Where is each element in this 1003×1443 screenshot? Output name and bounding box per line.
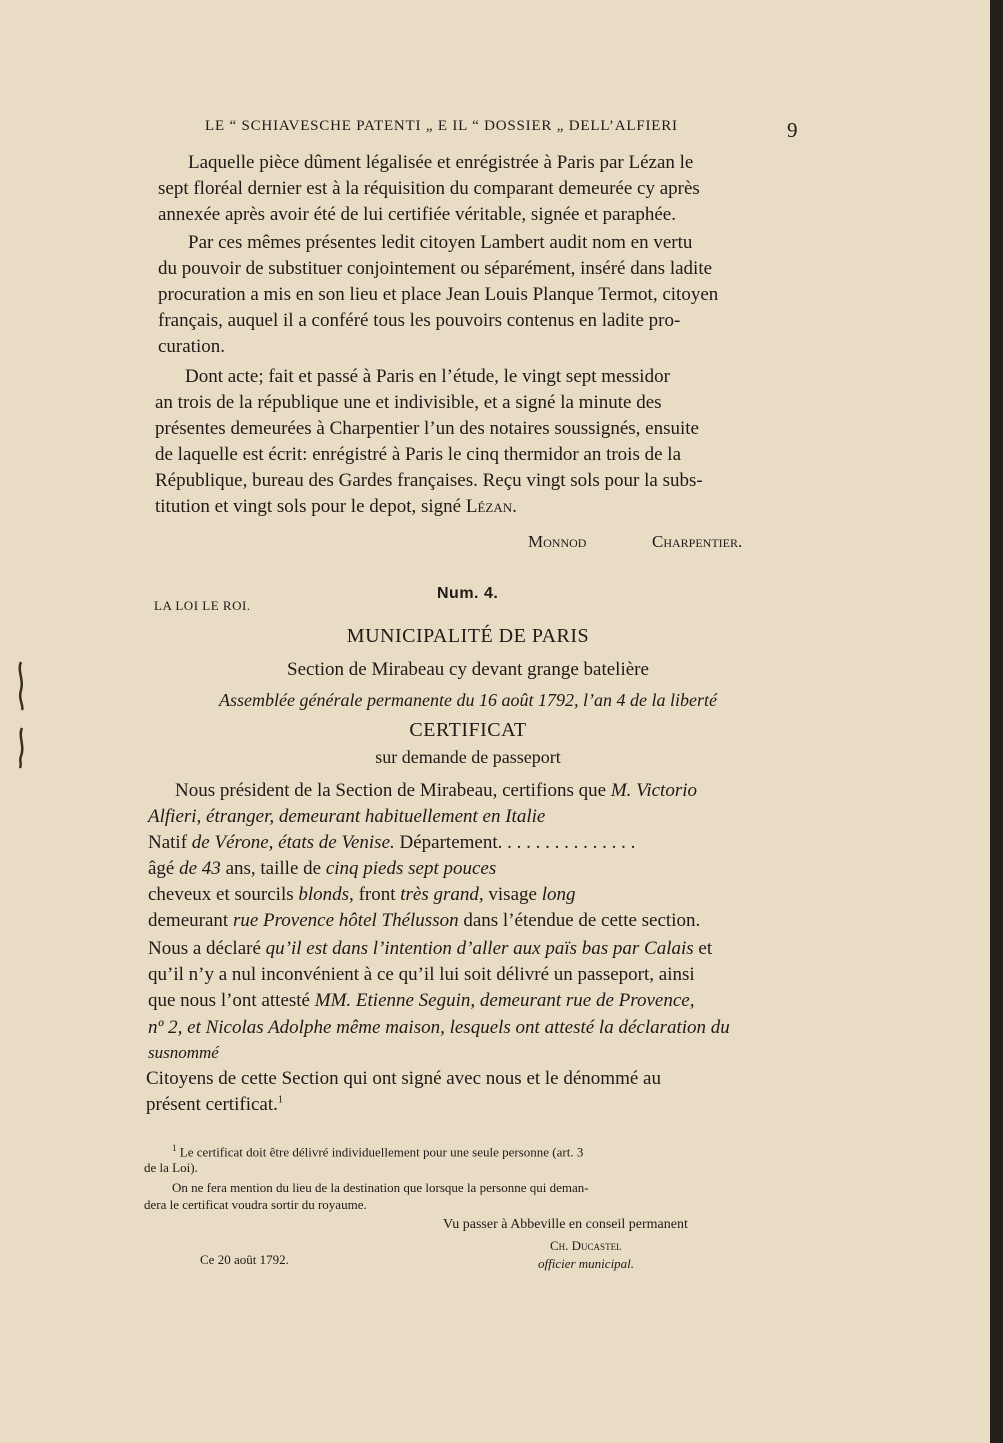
text-fragment: présent certificat. xyxy=(146,1094,278,1115)
cert-line xyxy=(148,884,575,906)
text-line: présentes demeurées à Charpentier l’un des notaires soussignés, ensuite xyxy=(155,418,699,439)
signed-name: Lézan. xyxy=(465,496,517,517)
handwritten-fragment: M. Victorio xyxy=(610,780,697,801)
text-line: procuration a mis en son lieu et place Jean Louis Planque Termot, citoyen xyxy=(158,284,719,305)
text-line: du pouvoir de substituer conjointement ou séparément, inséré dans ladite xyxy=(158,258,713,279)
document-number: Num. 4. xyxy=(437,585,499,602)
text-fragment: Nous a déclaré xyxy=(148,938,261,959)
text-fragment: ans, taille de xyxy=(225,858,322,879)
text-fragment: visage xyxy=(488,884,537,905)
municipality-title: MUNICIPALITÉ DE PARIS xyxy=(346,625,590,647)
text-fragment: titution et vingt sols pour le depot, signé xyxy=(155,496,462,517)
motto: LA LOI LE ROI. xyxy=(154,598,251,613)
text-line: annexée après avoir été de lui certifiée véritable, signée et paraphée. xyxy=(158,204,676,225)
handwritten-fragment: très grand, xyxy=(400,884,484,905)
text-fragment: Département xyxy=(399,832,498,853)
handwritten-line: nº 2, et Nicolas Adolphe même maison, lesquels ont attesté la déclaration du xyxy=(148,1017,730,1038)
cert-line xyxy=(148,858,496,880)
signature-charpentier: Charpentier. xyxy=(652,532,743,551)
cert-line xyxy=(148,832,635,854)
footnote-line: de la Loi). xyxy=(144,1160,198,1175)
text-line: République, bureau des Gardes françaises. Reçu vingt sols pour la subs- xyxy=(155,470,703,491)
date-line: Ce 20 août 1792. xyxy=(200,1252,289,1267)
handwritten-fragment: de Vérone, états de Venise. xyxy=(191,832,395,853)
handwritten-fragment: qu’il est dans l’intention d’aller aux païs bas par Calais xyxy=(265,938,694,959)
page-number: 9 xyxy=(787,118,798,142)
footnote-2: On ne fera mention du lieu de la destination que lorsque la personne qui deman- xyxy=(172,1180,589,1195)
text-fragment: Nous président de la Section de Mirabeau, certifions que xyxy=(175,780,607,801)
cert-line: qu’il n’y a nul inconvénient à ce qu’il lui soit délivré un passeport, ainsi xyxy=(148,964,695,985)
signature-monnod: Monnod xyxy=(528,532,587,551)
scan-edge xyxy=(990,0,1003,1443)
text-line: sept floréal dernier est à la réquisition du comparant demeurée cy après xyxy=(158,178,700,199)
handwritten-fragment: MM. Etienne Seguin, demeurant rue de Provence, xyxy=(314,990,695,1011)
footnote-1 xyxy=(172,1143,583,1160)
ducastel-name: Ch. Ducastel xyxy=(550,1238,622,1253)
certificate-subtitle: sur demande de passeport xyxy=(375,747,561,767)
binding-thread-icon xyxy=(14,660,28,770)
text-line: de laquelle est écrit: enrégistré à Paris le cinq thermidor an trois de la xyxy=(155,444,681,465)
footnote-text: Le certificat doit être délivré individuellement pour une seule personne (art. 3 xyxy=(179,1144,584,1160)
text-line: curation. xyxy=(158,336,226,357)
dot-leader: . . . . . . . . . . . . . . . xyxy=(497,832,636,853)
running-title: LE “ SCHIAVESCHE PATENTI „ E IL “ DOSSIER „ DELL’ALFIERI xyxy=(205,118,678,134)
section-title: Section de Mirabeau cy devant grange batelière xyxy=(287,659,649,680)
text-line xyxy=(155,496,517,518)
text-line: Laquelle pièce dûment légalisée et enrégistrée à Paris par Lézan le xyxy=(188,152,694,173)
handwritten-line: susnommé xyxy=(148,1043,219,1062)
text-fragment: âgé xyxy=(148,858,175,879)
text-line: français, auquel il a conféré tous les pouvoirs contenus en ladite pro- xyxy=(158,310,681,331)
text-fragment: front xyxy=(358,884,396,905)
text-fragment: que nous l’ont attesté xyxy=(148,990,310,1011)
cert-line xyxy=(148,910,700,932)
vu-passer-line: Vu passer à Abbeville en conseil permanent xyxy=(443,1217,688,1232)
footnote-ref: 1 xyxy=(277,1094,283,1106)
handwritten-fragment: rue Provence hôtel Thélusson xyxy=(232,910,459,931)
text-fragment: Natif xyxy=(148,832,188,853)
text-line: Dont acte; fait et passé à Paris en l’étude, le vingt sept messidor xyxy=(185,366,670,387)
cert-line xyxy=(146,1094,283,1116)
cert-line xyxy=(175,780,697,802)
footnote-mark: 1 xyxy=(172,1143,177,1153)
footnote-line: dera le certificat voudra sortir du royaume. xyxy=(144,1197,367,1212)
officier-title: officier municipal. xyxy=(538,1256,635,1271)
cert-line xyxy=(148,990,694,1012)
text-fragment: demeurant xyxy=(148,910,229,931)
handwritten-fragment: long xyxy=(541,884,576,905)
handwritten-line: Alfieri, étranger, demeurant habituellement en Italie xyxy=(148,806,546,827)
text-fragment: dans l’étendue de cette section. xyxy=(463,910,701,931)
cert-line xyxy=(148,938,712,960)
handwritten-fragment: blonds, xyxy=(298,884,354,905)
text-fragment: cheveux et sourcils xyxy=(148,884,294,905)
assembly-line: Assemblée générale permanente du 16 août 1792, l’an 4 de la liberté xyxy=(219,690,717,710)
text-line: an trois de la république une et indivisible, et a signé la minute des xyxy=(155,392,662,413)
certificate-title: CERTIFICAT xyxy=(409,719,527,741)
text-fragment: et xyxy=(698,938,713,959)
cert-line: Citoyens de cette Section qui ont signé avec nous et le dénommé au xyxy=(146,1068,661,1089)
handwritten-fragment: cinq pieds sept pouces xyxy=(325,858,497,879)
handwritten-fragment: de 43 xyxy=(179,858,221,879)
text-line: Par ces mêmes présentes ledit citoyen Lambert audit nom en vertu xyxy=(188,232,693,253)
